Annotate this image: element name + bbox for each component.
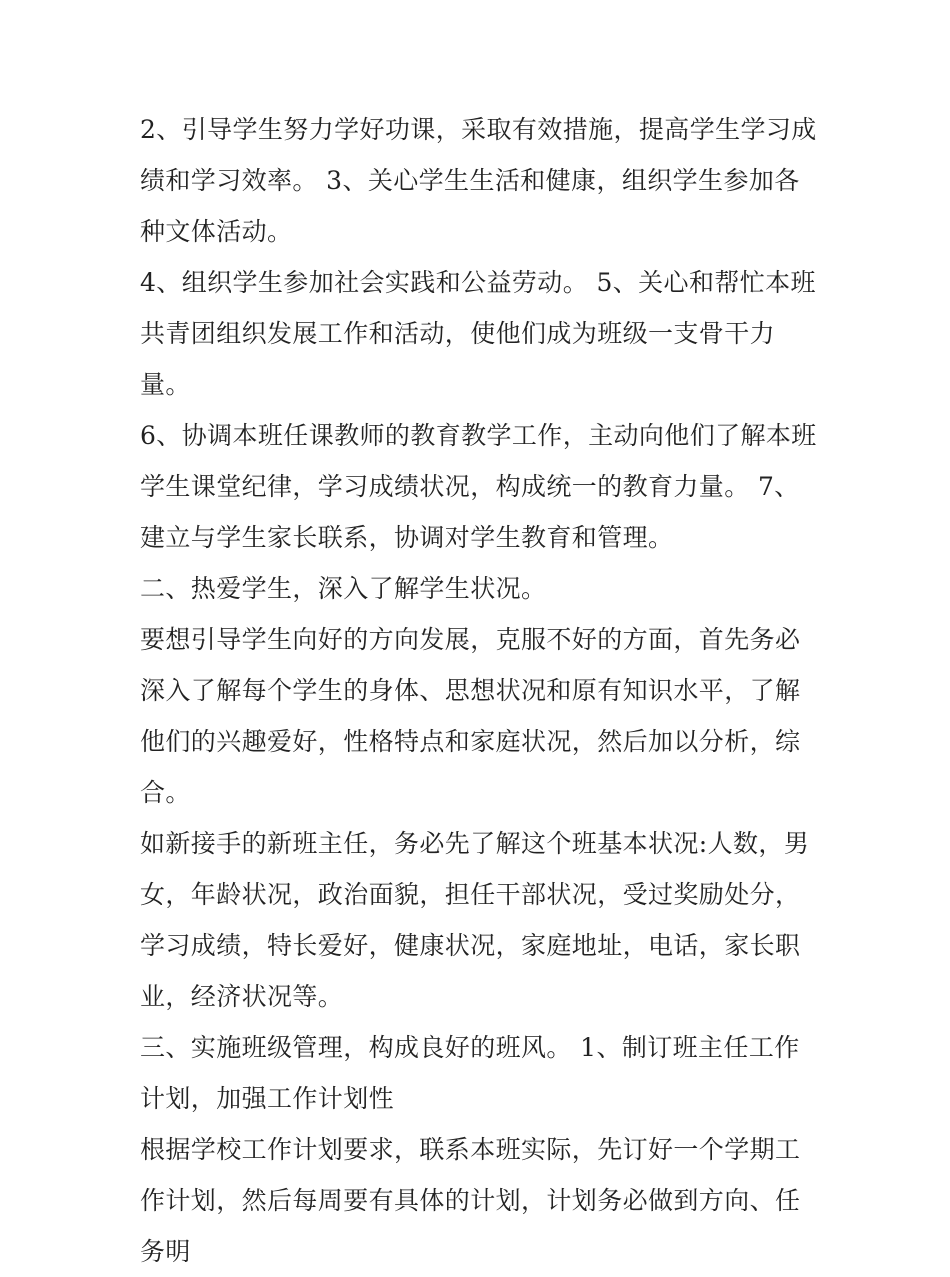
section-heading-two: 二、热爱学生，深入了解学生状况。 (140, 574, 547, 603)
paragraph-duties-2-3: 2、引导学生努力学好功课，采取有效措施，提高学生学习成绩和学习效率。 3、关心学生生活和健康，组织学生参加各种文体活动。 (140, 115, 817, 246)
paragraph-work-plan: 根据学校工作计划要求，联系本班实际，先订好一个学期工作计划，然后每周要有具体的计划，计划务必做到方向、任务明 (140, 1135, 801, 1266)
paragraph-new-head-teacher: 如新接手的新班主任，务必先了解这个班基本状况:人数，男女，年龄状况，政治面貌，担任干部状况，受过奖励处分，学习成绩，特长爱好，健康状况，家庭地址，电话，家长职业，经济状况等。 (140, 829, 810, 1011)
paragraph-understand-students: 要想引导学生向好的方向发展，克服不好的方面，首先务必深入了解每个学生的身体、思想状况和原有知识水平，了解他们的兴趣爱好，性格特点和家庭状况，然后加以分析，综合。 (140, 625, 801, 807)
paragraph-duties-6-7: 6、协调本班任课教师的教育教学工作，主动向他们了解本班学生课堂纪律，学习成绩状况，构成统一的教育力量。 7、建立与学生家长联系，协调对学生教育和管理。 (140, 421, 817, 552)
section-heading-three: 三、实施班级管理，构成良好的班风。 1、制订班主任工作计划，加强工作计划性 (140, 1033, 800, 1113)
paragraph-duties-4-5: 4、组织学生参加社会实践和公益劳动。 5、关心和帮忙本班共青团组织发展工作和活动，使他们成为班级一支骨干力量。 (140, 268, 816, 399)
document-body (140, 104, 820, 1277)
